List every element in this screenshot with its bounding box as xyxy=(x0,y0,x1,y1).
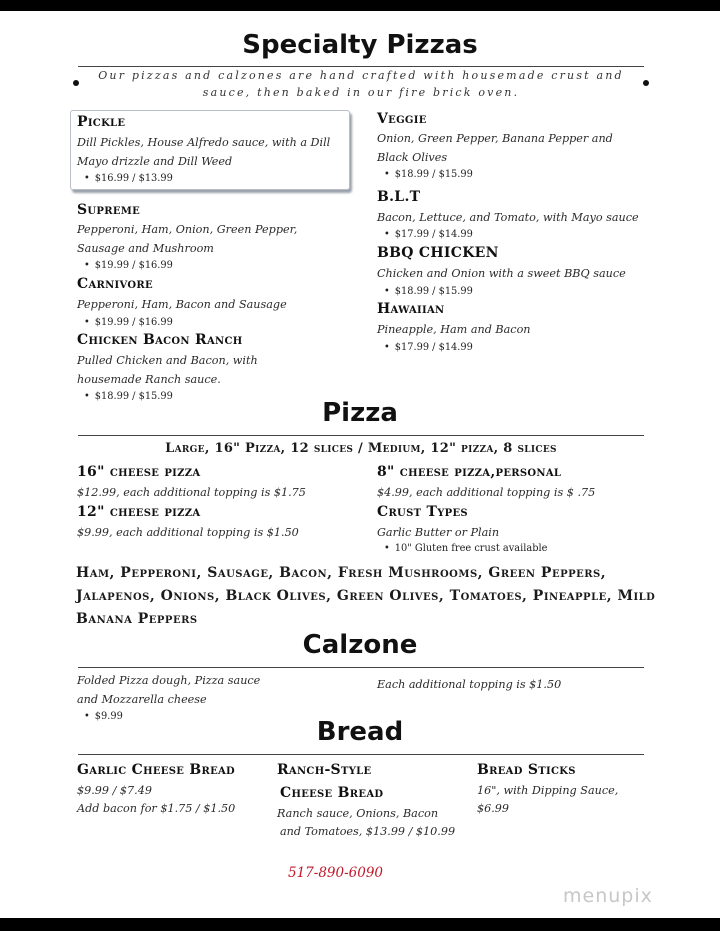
bread-heading: Bread xyxy=(316,717,404,747)
bottom-border xyxy=(0,918,720,931)
item-desc: Pineapple, Ham and Bacon xyxy=(377,323,531,336)
item-title: 8" cheese pizza,personal xyxy=(377,464,562,480)
item-desc: $9.99, each additional topping is $1.50 xyxy=(77,526,299,539)
item-title: BBQ CHICKEN xyxy=(377,245,499,261)
item-title: Hawaiian xyxy=(377,301,445,317)
item-desc: $12.99, each additional topping is $1.75 xyxy=(77,486,306,499)
specialty-intro: Our pizzas and calzones are hand crafted with housemade crust and sauce, then baked in our fire brick oven. xyxy=(98,69,624,99)
item-title: Veggie xyxy=(377,111,427,127)
item-price: • $17.99 / $14.99 xyxy=(384,229,473,240)
pizza-sizes: Large, 16" Pizza, 12 slices / Medium, 12" pizza, 8 slices xyxy=(165,441,557,456)
item-title: Garlic Cheese Bread xyxy=(77,762,236,778)
item-price: • $18.99 / $15.99 xyxy=(384,286,473,297)
toppings-list: Ham, Pepperoni, Sausage, Bacon, Fresh Mushrooms, Green Peppers, Jalapenos, Onions, Black Olives, Green Olives, Tomatoes, Pineapple, Mild Banana Peppers xyxy=(76,565,656,627)
item-title: Ranch-Style xyxy=(277,762,372,778)
item-desc: Chicken and Onion with a sweet BBQ sauce xyxy=(377,267,626,280)
item-price: • $19.99 / $16.99 xyxy=(84,317,173,328)
item-title: Cheese Bread xyxy=(280,785,384,801)
item-desc: and Tomatoes, $13.99 / $10.99 xyxy=(280,825,456,838)
item-desc: Add bacon for $1.75 / $1.50 xyxy=(77,802,236,815)
item-price: • $16.99 / $13.99 xyxy=(84,173,173,184)
item-title: 12" cheese pizza xyxy=(77,504,201,520)
item-title: Pickle xyxy=(77,114,126,130)
calzone-desc: Folded Pizza dough, Pizza sauce and Mozzarella cheese xyxy=(77,674,261,706)
item-desc: Pepperoni, Ham, Onion, Green Pepper, Sausage and Mushroom xyxy=(77,223,298,255)
item-note: • 10" Gluten free crust available xyxy=(384,543,547,554)
item-price: • $19.99 / $16.99 xyxy=(84,260,173,271)
item-desc: Garlic Butter or Plain xyxy=(377,526,500,539)
item-title: 16" cheese pizza xyxy=(77,464,201,480)
calzone-heading: Calzone xyxy=(302,630,418,660)
specialty-heading: Specialty Pizzas xyxy=(242,30,478,60)
item-price: • $18.99 / $15.99 xyxy=(384,169,473,180)
pizza-heading: Pizza xyxy=(322,398,398,428)
item-desc: Pulled Chicken and Bacon, with housemade Ranch sauce. xyxy=(77,354,258,386)
item-title: Supreme xyxy=(77,202,141,218)
item-desc: Ranch sauce, Onions, Bacon xyxy=(277,807,439,820)
calzone-extra: Each additional topping is $1.50 xyxy=(377,678,562,691)
item-title: Chicken Bacon Ranch xyxy=(77,332,243,348)
item-desc: Onion, Green Pepper, Banana Pepper and Black Olives xyxy=(377,132,613,164)
pizza-rule xyxy=(78,435,644,436)
bread-rule xyxy=(78,754,644,755)
item-title: Crust Types xyxy=(377,504,468,520)
calzone-price: • $9.99 xyxy=(84,711,123,722)
item-title: B.L.T xyxy=(377,189,421,205)
item-desc: $6.99 xyxy=(477,802,510,815)
item-desc: Dill Pickles, House Alfredo sauce, with a Dill Mayo drizzle and Dill Weed xyxy=(77,136,331,168)
item-desc: Pepperoni, Ham, Bacon and Sausage xyxy=(77,298,287,311)
item-title: Bread Sticks xyxy=(477,762,576,778)
item-price: • $17.99 / $14.99 xyxy=(384,342,473,353)
item-price: • $18.99 / $15.99 xyxy=(84,391,173,402)
item-desc: $4.99, each additional topping is $ .75 xyxy=(377,486,596,499)
item-desc: $9.99 / $7.49 xyxy=(77,784,152,797)
item-desc: 16", with Dipping Sauce, xyxy=(477,784,619,797)
phone-number[interactable]: 517-890-6090 xyxy=(288,865,384,881)
item-desc: Bacon, Lettuce, and Tomato, with Mayo sauce xyxy=(377,211,639,224)
calzone-rule xyxy=(78,667,644,668)
top-border xyxy=(0,0,720,11)
watermark-logo: menupix xyxy=(563,885,653,907)
item-title: Carnivore xyxy=(77,276,153,292)
